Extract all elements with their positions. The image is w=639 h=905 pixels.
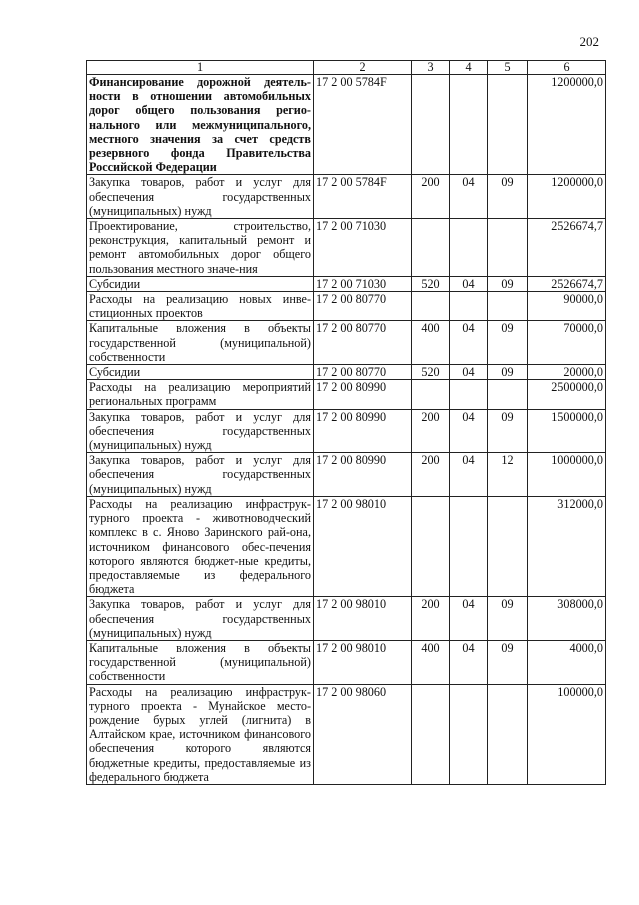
target-code-cell: 17 2 00 80770 <box>314 321 412 365</box>
expense-name-cell: Расходы на реализацию инфраструк-турного проекта - Мунайское место-рождение бурых углей (лигнита) в Алтайском крае, источником финансового обеспечения которого являются бюджетные кредиты, предоставляемые из федерального бюджета <box>87 684 314 784</box>
expense-type-cell: 400 <box>412 640 450 684</box>
expense-type-cell <box>412 219 450 277</box>
subsection-cell <box>488 684 528 784</box>
column-header: 4 <box>450 61 488 75</box>
amount-cell: 2526674,7 <box>528 219 606 277</box>
amount-cell: 1000000,0 <box>528 453 606 497</box>
target-code-cell: 17 2 00 80990 <box>314 380 412 409</box>
amount-cell: 2500000,0 <box>528 380 606 409</box>
amount-cell: 70000,0 <box>528 321 606 365</box>
table-row <box>87 175 606 219</box>
expense-name-cell: Субсидии <box>87 276 314 291</box>
table-row <box>87 453 606 497</box>
expense-type-cell: 200 <box>412 175 450 219</box>
table-row <box>87 640 606 684</box>
column-header: 1 <box>87 61 314 75</box>
expense-type-cell: 520 <box>412 365 450 380</box>
expense-name-cell: Субсидии <box>87 365 314 380</box>
expense-type-cell: 520 <box>412 276 450 291</box>
section-cell: 04 <box>450 321 488 365</box>
expense-name-cell: Закупка товаров, работ и услуг для обеспечения государственных (муниципальных) нужд <box>87 597 314 641</box>
expense-type-cell <box>412 684 450 784</box>
section-cell: 04 <box>450 365 488 380</box>
section-cell <box>450 380 488 409</box>
section-cell <box>450 292 488 321</box>
section-cell <box>450 219 488 277</box>
target-code-cell: 17 2 00 80770 <box>314 365 412 380</box>
subsection-cell: 09 <box>488 597 528 641</box>
section-cell <box>450 496 488 596</box>
amount-cell: 100000,0 <box>528 684 606 784</box>
expense-type-cell: 400 <box>412 321 450 365</box>
amount-cell: 90000,0 <box>528 292 606 321</box>
table-body <box>87 75 606 785</box>
subsection-cell <box>488 380 528 409</box>
subsection-cell: 09 <box>488 365 528 380</box>
expense-name-cell: Финансирование дорожной деятель-ности в отношении автомобильных дорог общего пользования регио-нального или межмуниципального, местного значения за счет средств резервного фонда Правительства Российской Федерации <box>87 75 314 175</box>
section-cell: 04 <box>450 409 488 453</box>
expense-name-cell: Расходы на реализацию новых инве-стиционных проектов <box>87 292 314 321</box>
column-header: 6 <box>528 61 606 75</box>
expense-name-cell: Расходы на реализацию инфраструк-турного проекта - животноводческий комплекс в с. Яново Заринского рай-она, источником финансового обес-печения которого являются бюджет-ные кредиты, предоставляемые из федерального бюджета <box>87 496 314 596</box>
table-row <box>87 496 606 596</box>
section-cell: 04 <box>450 276 488 291</box>
section-cell: 04 <box>450 640 488 684</box>
table-row <box>87 684 606 784</box>
subsection-cell: 09 <box>488 640 528 684</box>
expense-type-cell <box>412 496 450 596</box>
budget-table <box>86 60 606 785</box>
target-code-cell: 17 2 00 71030 <box>314 219 412 277</box>
target-code-cell: 17 2 00 71030 <box>314 276 412 291</box>
subsection-cell: 09 <box>488 321 528 365</box>
expense-type-cell: 200 <box>412 409 450 453</box>
expense-name-cell: Расходы на реализацию мероприятий региональных программ <box>87 380 314 409</box>
section-cell: 04 <box>450 453 488 497</box>
subsection-cell <box>488 75 528 175</box>
target-code-cell: 17 2 00 98060 <box>314 684 412 784</box>
table-row <box>87 321 606 365</box>
amount-cell: 20000,0 <box>528 365 606 380</box>
expense-type-cell: 200 <box>412 453 450 497</box>
column-header: 3 <box>412 61 450 75</box>
expense-name-cell: Закупка товаров, работ и услуг для обеспечения государственных (муниципальных) нужд <box>87 453 314 497</box>
table-row <box>87 409 606 453</box>
subsection-cell: 12 <box>488 453 528 497</box>
table-row <box>87 380 606 409</box>
subsection-cell: 09 <box>488 409 528 453</box>
subsection-cell <box>488 496 528 596</box>
expense-name-cell: Закупка товаров, работ и услуг для обеспечения государственных (муниципальных) нужд <box>87 409 314 453</box>
amount-cell: 1200000,0 <box>528 75 606 175</box>
target-code-cell: 17 2 00 80990 <box>314 453 412 497</box>
amount-cell: 1500000,0 <box>528 409 606 453</box>
table-row <box>87 276 606 291</box>
table-row <box>87 75 606 175</box>
target-code-cell: 17 2 00 98010 <box>314 496 412 596</box>
table-row <box>87 219 606 277</box>
target-code-cell: 17 2 00 98010 <box>314 640 412 684</box>
header-row <box>87 61 606 75</box>
column-header: 5 <box>488 61 528 75</box>
table-row <box>87 292 606 321</box>
amount-cell: 1200000,0 <box>528 175 606 219</box>
target-code-cell: 17 2 00 98010 <box>314 597 412 641</box>
expense-type-cell <box>412 75 450 175</box>
section-cell: 04 <box>450 597 488 641</box>
amount-cell: 2526674,7 <box>528 276 606 291</box>
target-code-cell: 17 2 00 5784F <box>314 175 412 219</box>
expense-name-cell: Капитальные вложения в объекты государственной (муниципальной) собственности <box>87 321 314 365</box>
amount-cell: 4000,0 <box>528 640 606 684</box>
section-cell: 04 <box>450 175 488 219</box>
target-code-cell: 17 2 00 5784F <box>314 75 412 175</box>
column-header: 2 <box>314 61 412 75</box>
section-cell <box>450 684 488 784</box>
subsection-cell: 09 <box>488 175 528 219</box>
subsection-cell: 09 <box>488 276 528 291</box>
expense-type-cell <box>412 380 450 409</box>
table-row <box>87 597 606 641</box>
amount-cell: 312000,0 <box>528 496 606 596</box>
page-number: 202 <box>579 34 599 49</box>
section-cell <box>450 75 488 175</box>
expense-type-cell: 200 <box>412 597 450 641</box>
amount-cell: 308000,0 <box>528 597 606 641</box>
table-row <box>87 365 606 380</box>
subsection-cell <box>488 292 528 321</box>
expense-name-cell: Проектирование, строительство, реконструкция, капитальный ремонт и ремонт автомобильных дорог общего пользования местного значе-ния <box>87 219 314 277</box>
expense-name-cell: Капитальные вложения в объекты государственной (муниципальной) собственности <box>87 640 314 684</box>
target-code-cell: 17 2 00 80990 <box>314 409 412 453</box>
expense-type-cell <box>412 292 450 321</box>
expense-name-cell: Закупка товаров, работ и услуг для обеспечения государственных (муниципальных) нужд <box>87 175 314 219</box>
subsection-cell <box>488 219 528 277</box>
target-code-cell: 17 2 00 80770 <box>314 292 412 321</box>
